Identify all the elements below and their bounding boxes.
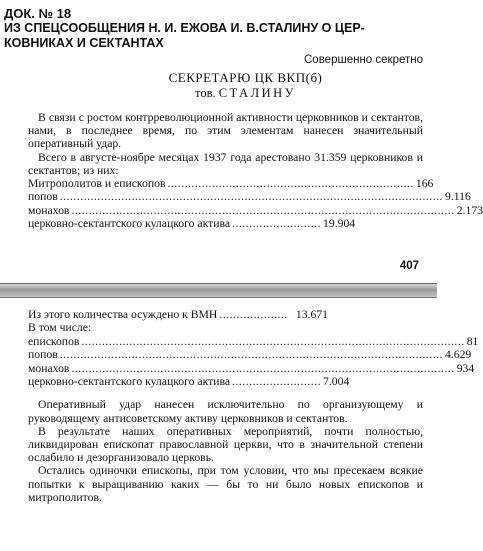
document-title: ИЗ СПЕЦСООБЩЕНИЯ Н. И. ЕЖОВА И. В.СТАЛИНУ О ЦЕР-КОВНИКАХ И СЕКТАНТАХ [4, 21, 365, 50]
sentenced-row: епископов ................................................................................................................ 81 [28, 334, 479, 348]
paragraph-3: Оперативный удар нанесен исключительно по организующему и руководящему антисоветскому активу церковников и сектантов. [28, 398, 423, 425]
classification-label: Совершенно секретно [304, 54, 423, 66]
arrest-row: Митрополитов и епископов ........................................................................ 166 [28, 177, 434, 191]
comrade-name: СТАЛИНУ [218, 86, 296, 100]
including-label: В том числе: [28, 321, 92, 335]
addressee-name [68, 86, 423, 101]
paragraph-1: В связи с ростом контрреволюционной активности церковников и сектантов, нами, в последнее время, по этим элементам нанесен значительный оперативный удар. [28, 111, 423, 151]
document-page-bottom [0, 298, 479, 551]
sentenced-row: церковно-сектантского кулацкого актива .......................... 7.004 [28, 375, 350, 389]
paragraph-2: Всего в августе-ноябре месяцах 1937 года арестовано 31.359 церковников и сектантов; из них: [28, 150, 423, 177]
page-number: 407 [399, 260, 419, 272]
sentenced-total-row: Из этого количества осуждено к ВМН .................... 13.671 [28, 308, 328, 321]
comrade-prefix: тов. [195, 86, 216, 100]
arrest-row: попов ................................................................................................................ 9.116 [28, 190, 471, 204]
page-divider [0, 283, 437, 298]
arrest-row: монахов ................................................................................................................ 2.173 [28, 203, 483, 217]
addressee-line: СЕКРЕТАРЮ ЦК ВКП(б) [168, 70, 323, 85]
paragraph-4: В результате наших оперативных мероприятий, почти полностью, ликвидирован епископат православной церкви, что в значительной степени ослабило и дезорганизовало церковь. [28, 424, 423, 465]
document-number: ДОК. № 18 [4, 6, 72, 21]
arrest-row: церковно-сектантского кулацкого актива .......................... 19.904 [28, 217, 356, 231]
paragraph-5: Остались одиночки епископы, при том условии, что мы пресекаем всякие попытки к выращиванию каких — бы то ни было новых епископов и митрополитов. [28, 464, 423, 504]
sentenced-row: монахов ................................................................................................................ 934 [28, 361, 475, 375]
sentenced-row: попов ................................................................................................................ 4.629 [28, 348, 472, 362]
